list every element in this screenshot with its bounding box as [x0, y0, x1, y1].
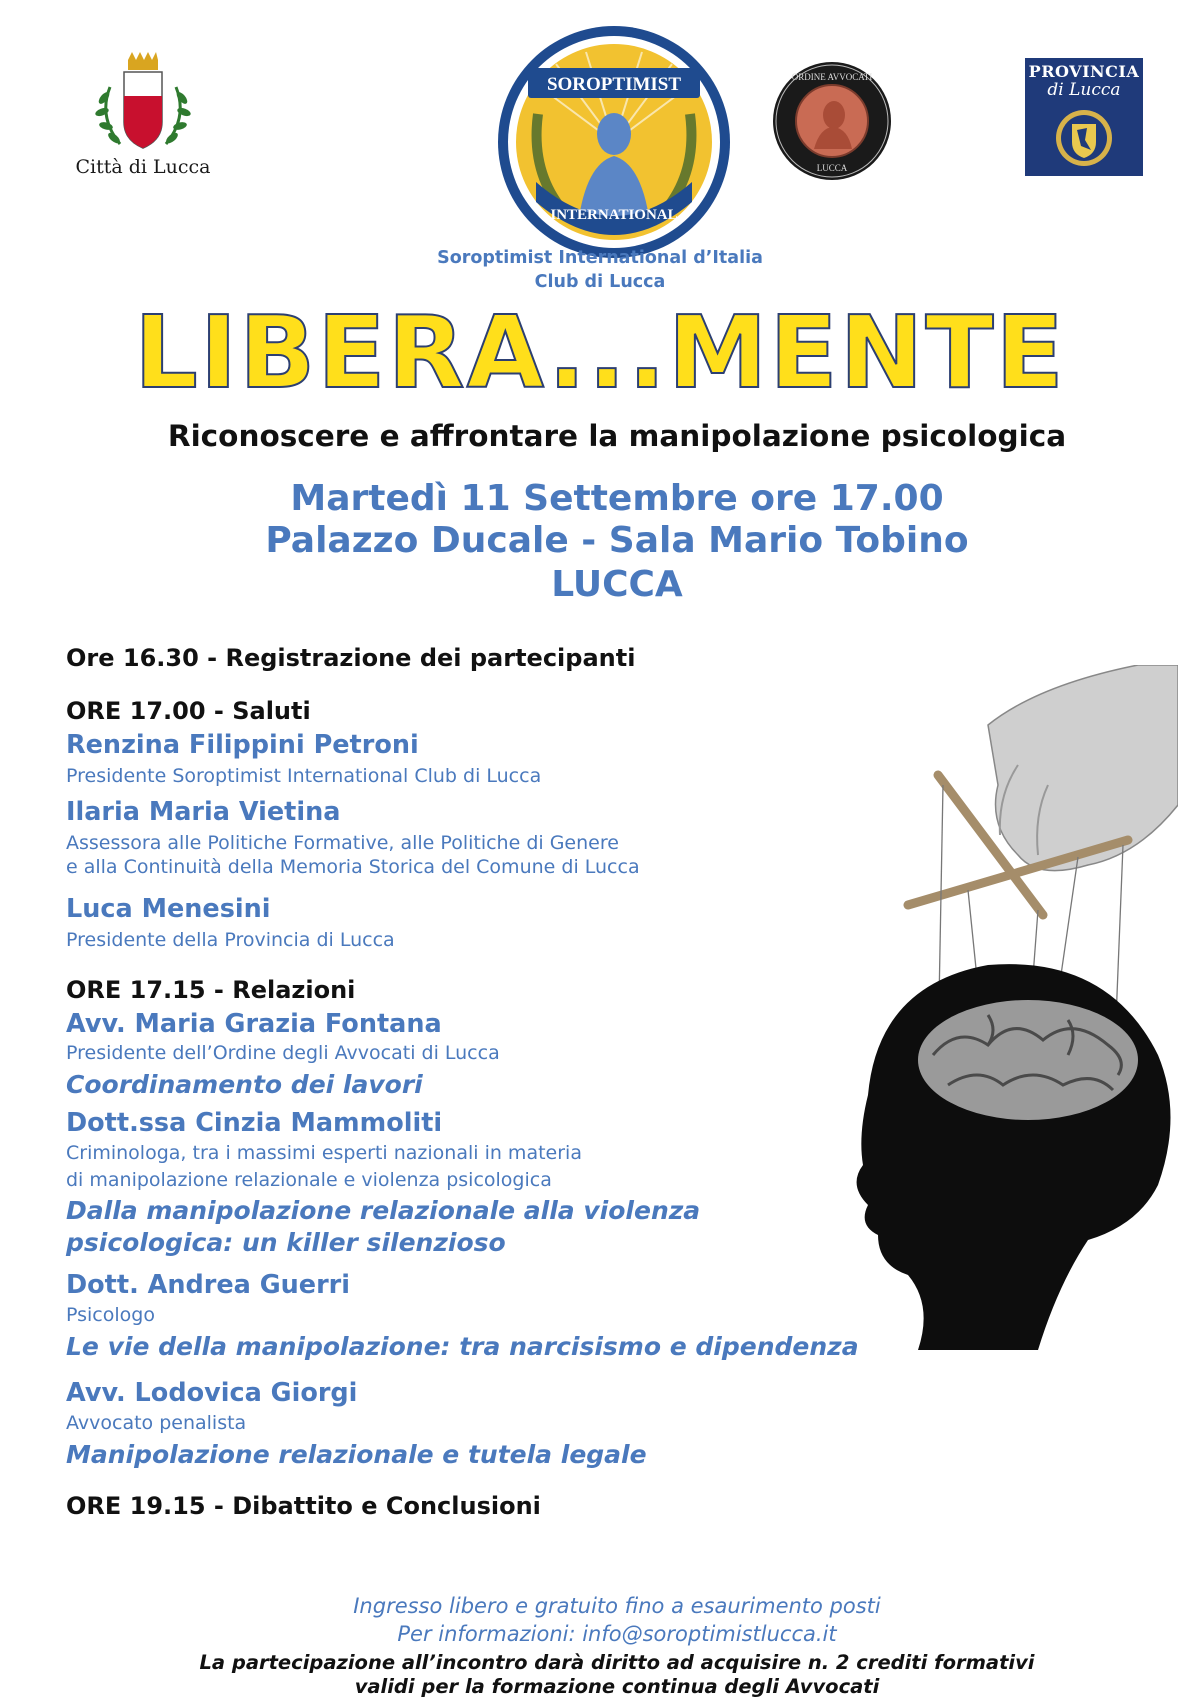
event-subtitle: Riconoscere e affrontare la manipolazione psicologica — [167, 419, 1067, 453]
info-contact: Per informazioni: info@soroptimistlucca.it — [397, 1622, 837, 1646]
talk-title: psicologica: un killer silenzioso — [66, 1228, 506, 1257]
ordine-avvocati-logo — [772, 61, 892, 181]
greeter-name: Renzina Filippini Petroni — [66, 730, 419, 760]
credits-note-line2: validi per la formazione continua degli Avvocati — [354, 1675, 880, 1698]
credits-note-line1: La partecipazione all’incontro darà diritto ad acquisire n. 2 crediti formativi — [199, 1651, 1035, 1674]
event-city: LUCCA — [551, 564, 683, 605]
provincia-emblem-icon — [1025, 58, 1143, 176]
closing-time: ORE 19.15 - Dibattito e Conclusioni — [66, 1492, 541, 1520]
event-date: Martedì 11 Settembre ore 17.00 — [290, 478, 944, 519]
speaker-name: Avv. Maria Grazia Fontana — [66, 1009, 442, 1039]
speaker-name: Dott. Andrea Guerri — [66, 1270, 350, 1300]
citta-di-lucca-logo — [58, 52, 228, 182]
provincia-line2: di Lucca — [1047, 80, 1121, 100]
talks-header: ORE 17.15 - Relazioni — [66, 976, 356, 1004]
citta-caption: Città di Lucca — [75, 156, 211, 178]
event-venue: Palazzo Ducale - Sala Mario Tobino — [265, 520, 969, 561]
speaker-role: di manipolazione relazionale e violenza psicologica — [66, 1169, 552, 1191]
soroptimist-logo — [496, 24, 732, 260]
speaker-role: Avvocato penalista — [66, 1412, 247, 1434]
talk-title: Dalla manipolazione relazionale alla violenza — [66, 1196, 701, 1225]
entry-note: Ingresso libero e gratuito fino a esaurimento posti — [353, 1594, 881, 1618]
speaker-role: Presidente dell’Ordine degli Avvocati di Lucca — [66, 1042, 500, 1064]
provincia-di-lucca-logo — [1025, 58, 1143, 176]
talk-title: Coordinamento dei lavori — [66, 1070, 423, 1099]
greeter-role: Presidente Soroptimist International Club di Lucca — [66, 765, 542, 787]
speaker-name: Avv. Lodovica Giorgi — [66, 1378, 358, 1408]
greeter-role: Presidente della Provincia di Lucca — [66, 929, 395, 951]
event-title: LIBERA...MENTE — [134, 294, 1066, 411]
avvocati-top-text: ORDINE AVVOCATI — [791, 72, 873, 82]
coat-of-arms-icon — [58, 52, 228, 156]
soroptimist-top-text: SOROPTIMIST — [546, 74, 682, 95]
greetings-header: ORE 17.00 - Saluti — [66, 697, 311, 725]
greeter-name: Ilaria Maria Vietina — [66, 797, 341, 827]
speaker-role: Criminologa, tra i massimi esperti nazionali in materia — [66, 1142, 582, 1164]
speaker-role: Psicologo — [66, 1304, 155, 1326]
organizer-name: Soroptimist International d’Italia — [437, 248, 763, 268]
speaker-name: Dott.ssa Cinzia Mammoliti — [66, 1108, 443, 1138]
talk-title: Manipolazione relazionale e tutela legale — [66, 1440, 647, 1469]
avvocati-bottom-text: LUCCA — [816, 163, 848, 173]
provincia-line1: PROVINCIA — [1028, 62, 1140, 81]
greeter-role: Assessora alle Politiche Formative, alle Politiche di Genere — [66, 832, 619, 854]
greeter-role: e alla Continuità della Memoria Storica del Comune di Lucca — [66, 856, 640, 878]
talk-title: Le vie della manipolazione: tra narcisismo e dipendenza — [66, 1332, 859, 1361]
organizer-club: Club di Lucca — [534, 272, 666, 292]
registration-time: Ore 16.30 - Registrazione dei partecipanti — [66, 644, 636, 672]
puppet-head-illustration — [838, 665, 1178, 1350]
soroptimist-bottom-text: INTERNATIONAL — [550, 207, 678, 223]
greeter-name: Luca Menesini — [66, 894, 271, 924]
